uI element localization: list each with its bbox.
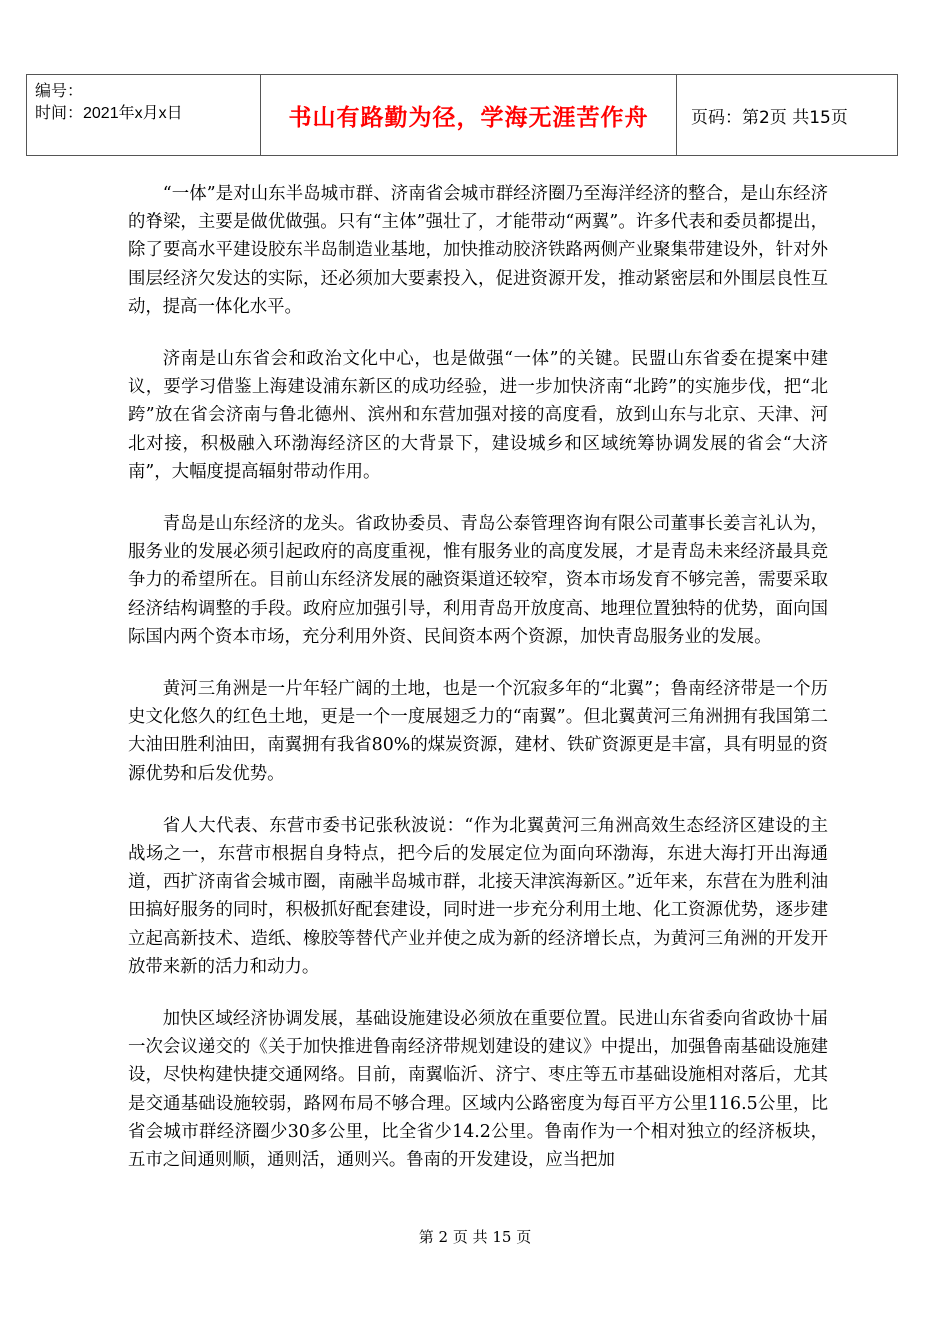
document-time-label: 时间：2021年x月x日: [35, 105, 183, 122]
page-footer: 第 2 页 共 15 页: [418, 1228, 532, 1246]
paragraph: 省人大代表、东营市委书记张秋波说：“作为北翼黄河三角洲高效生态经济区建设的主战场之一，东营市根据自身特点，把今后的发展定位为面向环渤海，东进大海打开出海通道，西扩济南省会城市圈，南融半岛城市群，北接天津滨海新区。”近年来，东营在为胜利油田搞好服务的同时，积极抓好配套建设，同时进一步充分利用土地、化工资源优势，逐步建立起高新技术、造纸、橡胶等替代产业并使之成为新的经济增长点，为黄河三角洲的开发开放带来新的活力和动力。: [128, 815, 828, 977]
header-motto: 书山有路勤为径，学海无涯苦作舟: [261, 75, 677, 155]
header-meta: [27, 75, 261, 155]
header-page-info: 页码：第2页 共15页: [691, 107, 848, 128]
paragraph: 加快区域经济协调发展，基础设施建设必须放在重要位置。民进山东省委向省政协十届一次会议递交的《关于加快推进鲁南经济带规划建设的建议》中提出，加强鲁南基础设施建设，尽快构建快捷交通网络。目前，南翼临沂、济宁、枣庄等五市基础设施相对落后，尤其是交通基础设施较弱，路网布局不够合理。区域内公路密度为每百平方公里116.5公里，比省会城市群经济圈少30多公里，比全省少14.2公里。鲁南作为一个相对独立的经济板块，五市之间通则顺，通则活，通则兴。鲁南的开发建设，应当把加: [128, 1009, 828, 1171]
paragraph: “一体”是对山东半岛城市群、济南省会城市群经济圈乃至海洋经济的整合，是山东经济的脊梁，主要是做优做强。只有“主体”强壮了，才能带动“两翼”。许多代表和委员都提出，除了要高水平建设胶东半岛制造业基地，加快推动胶济铁路两侧产业聚集带建设外，针对外围层经济欠发达的实际，还必须加大要素投入，促进资源开发，推动紧密层和外围层良性互动，提高一体化水平。: [128, 184, 828, 317]
paragraph: 济南是山东省会和政治文化中心，也是做强“一体”的关键。民盟山东省委在提案中建议，要学习借鉴上海建设浦东新区的成功经验，进一步加快济南“北跨”的实施步伐，把“北跨”放在省会济南与鲁北德州、滨州和东营加强对接的高度看，放到山东与北京、天津、河北对接，积极融入环渤海经济区的大背景下，建设城乡和区域统筹协调发展的省会“大济南”，大幅度提高辐射带动作用。: [128, 349, 828, 482]
document-body: [128, 180, 828, 1198]
document-number-label: 编号：: [35, 83, 84, 100]
paragraph: 黄河三角洲是一片年轻广阔的土地，也是一个沉寂多年的“北翼”；鲁南经济带是一个历史文化悠久的红色土地，更是一个一度展翅乏力的“南翼”。但北翼黄河三角洲拥有我国第二大油田胜利油田，南翼拥有我省80%的煤炭资源，建材、铁矿资源更是丰富，具有明显的资源优势和后发优势。: [128, 679, 828, 784]
page-header: [26, 74, 898, 156]
paragraph: 青岛是山东经济的龙头。省政协委员、青岛公泰管理咨询有限公司董事长姜言礼认为，服务业的发展必须引起政府的高度重视，惟有服务业的高度发展，才是青岛未来经济最具竞争力的希望所在。目前山东经济发展的融资渠道还较窄，资本市场发育不够完善，需要采取经济结构调整的手段。政府应加强引导，利用青岛开放度高、地理位置独特的优势，面向国际国内两个资本市场，充分利用外资、民间资本两个资源，加快青岛服务业的发展。: [128, 514, 828, 647]
